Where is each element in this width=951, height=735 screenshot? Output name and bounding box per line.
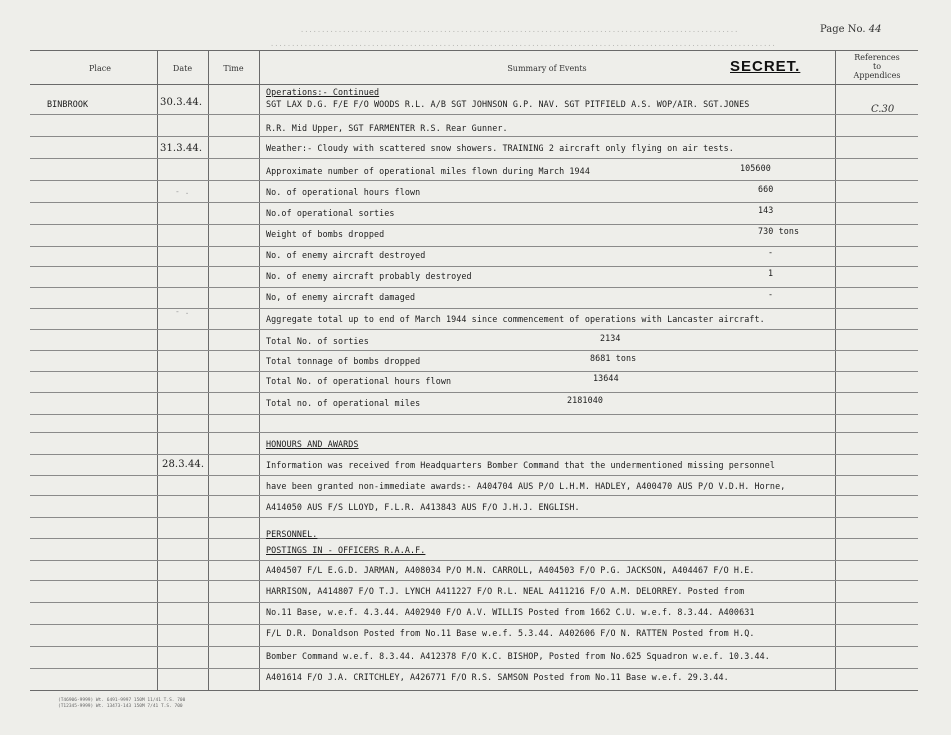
honours-line: Information was received from Headquarters Bomber Command that the undermentioned missing personnel — [266, 460, 776, 470]
ruled-line — [30, 114, 918, 115]
ruled-line — [30, 538, 918, 539]
column-divider — [208, 50, 209, 690]
column-divider — [835, 50, 836, 690]
posting-line: No.11 Base, w.e.f. 4.3.44. A402940 F/O A.V. WILLIS Posted from 1662 C.U. w.e.f. 8.3.44. A400631 — [266, 607, 755, 617]
posting-line: A404507 F/L E.G.D. JARMAN, A408034 P/O M.N. CARROLL, A404503 F/O P.G. JACKSON, A404467 F/O H.E. — [266, 565, 755, 575]
aggregate-value: 13644 — [593, 373, 619, 383]
aggregate-heading: Aggregate total up to end of March 1944 since commencement of operations with Lancaster aircraft. — [266, 314, 765, 324]
aggregate-label: Total no. of operational miles — [266, 398, 421, 408]
stat-label: No.of operational sorties — [266, 208, 395, 218]
bleed-through-text: ........................................................................................................................ — [270, 40, 776, 48]
ditto-mark: - . — [175, 187, 190, 196]
stat-value: 143 — [758, 205, 774, 215]
appendix-reference: C.30 — [871, 104, 895, 115]
table-top-rule — [30, 50, 918, 51]
posting-line: HARRISON, A414807 F/O T.J. LYNCH A411227 F/O R.L. NEAL A411216 F/O A.M. DELORREY. Posted from — [266, 586, 745, 596]
posting-line: F/L D.R. Donaldson Posted from No.11 Base w.e.f. 5.3.44. A402606 F/O N. RATTEN Posted from H.Q. — [266, 628, 755, 638]
classification-stamp: SECRET. — [730, 58, 801, 75]
ruled-line — [30, 495, 918, 496]
posting-line: Bomber Command w.e.f. 8.3.44. A412378 F/O K.C. BISHOP, Posted from No.625 Squadron w.e.f. 10.3.44. — [266, 651, 770, 661]
ruled-line — [30, 454, 918, 455]
stat-label: No, of enemy aircraft damaged — [266, 292, 416, 302]
ruled-line — [30, 287, 918, 288]
aggregate-label: Total tonnage of bombs dropped — [266, 356, 421, 366]
stat-value: - — [768, 289, 774, 299]
ruled-line — [30, 624, 918, 625]
ruled-line — [30, 158, 918, 159]
summary-column-header: Summary of Events — [507, 64, 587, 73]
ruled-line — [30, 180, 918, 181]
aggregate-value: 8681 tons — [590, 353, 637, 363]
ruled-line — [30, 517, 918, 518]
ruled-line — [30, 580, 918, 581]
column-divider — [259, 50, 260, 690]
ruled-line — [30, 414, 918, 415]
ruled-line — [30, 560, 918, 561]
ruled-line — [30, 371, 918, 372]
stat-value: 105600 — [740, 163, 771, 173]
ruled-line — [30, 136, 918, 137]
column-divider — [157, 50, 158, 690]
place-entry: BINBROOK — [47, 99, 89, 109]
crew-line: R.R. Mid Upper, SGT FARMENTER R.S. Rear Gunner. — [266, 123, 508, 133]
date-entry: 28.3.44. — [162, 459, 205, 470]
aggregate-value: 2181040 — [567, 395, 603, 405]
place-column-header: Place — [89, 64, 111, 73]
ruled-line — [30, 432, 918, 433]
ruled-line — [30, 329, 918, 330]
stat-label: No. of enemy aircraft probably destroyed — [266, 271, 472, 281]
ruled-line — [30, 266, 918, 267]
stat-value: 730 tons — [758, 226, 800, 236]
weather-line: Weather:- Cloudy with scattered snow showers. TRAINING 2 aircraft only flying on air tests. — [266, 143, 734, 153]
stat-label: No. of operational hours flown — [266, 187, 421, 197]
date-entry: 31.3.44. — [160, 143, 203, 154]
ruled-line — [30, 308, 918, 309]
ruled-line — [30, 475, 918, 476]
ruled-line — [30, 246, 918, 247]
ruled-line — [30, 202, 918, 203]
page-number-label: Page No. 44 — [820, 24, 882, 35]
time-column-header: Time — [223, 64, 244, 73]
aggregate-label: Total No. of sorties — [266, 336, 369, 346]
date-column-header: Date — [172, 64, 193, 73]
ruled-line — [30, 350, 918, 351]
operations-heading: Operations:- Continued — [266, 87, 380, 97]
header-bottom-rule — [30, 84, 918, 85]
honours-heading: HONOURS AND AWARDS — [266, 439, 359, 449]
personnel-heading: PERSONNEL. — [266, 529, 318, 539]
bleed-through-text: ........................................................................................................ — [300, 26, 739, 34]
printer-imprint: (T46906-9999) Wt. 6491-9997 150M 11/41 T.S. 700 (T12345-9999) Wt. 13473-143 150M 7/41 T.S. 700 — [58, 698, 186, 709]
stat-label: No. of enemy aircraft destroyed — [266, 250, 426, 260]
references-column-header: References to Appendices — [853, 53, 901, 80]
ruled-line — [30, 646, 918, 647]
honours-line: A414050 AUS F/S LLOYD, F.L.R. A413843 AUS F/O J.H.J. ENGLISH. — [266, 502, 580, 512]
stat-label: Approximate number of operational miles flown during March 1944 — [266, 166, 590, 176]
ditto-mark: - . — [175, 307, 190, 316]
postings-heading: POSTINGS IN - OFFICERS R.A.A.F. — [266, 545, 426, 555]
aggregate-label: Total No. of operational hours flown — [266, 376, 452, 386]
stat-value: 1 — [768, 268, 774, 278]
ruled-line — [30, 602, 918, 603]
aggregate-value: 2134 — [600, 333, 621, 343]
ruled-line — [30, 392, 918, 393]
crew-line: SGT LAX D.G. F/E F/O WOODS R.L. A/B SGT JOHNSON G.P. NAV. SGT PITFIELD A.S. WOP/AIR. SGT.JONES — [266, 99, 750, 109]
ruled-line — [30, 668, 918, 669]
stat-label: Weight of bombs dropped — [266, 229, 385, 239]
stat-value: - — [768, 247, 774, 257]
stat-value: 660 — [758, 184, 774, 194]
date-entry: 30.3.44. — [160, 97, 203, 108]
honours-line: have been granted non-immediate awards:- A404704 AUS P/O L.H.M. HADLEY, A400470 AUS P/O V.D.H. Horne, — [266, 481, 786, 491]
table-bottom-rule — [30, 690, 918, 691]
ruled-line — [30, 224, 918, 225]
posting-line: A401614 F/O J.A. CRITCHLEY, A426771 F/O R.S. SAMSON Posted from No.11 Base w.e.f. 29.3.44. — [266, 672, 729, 682]
